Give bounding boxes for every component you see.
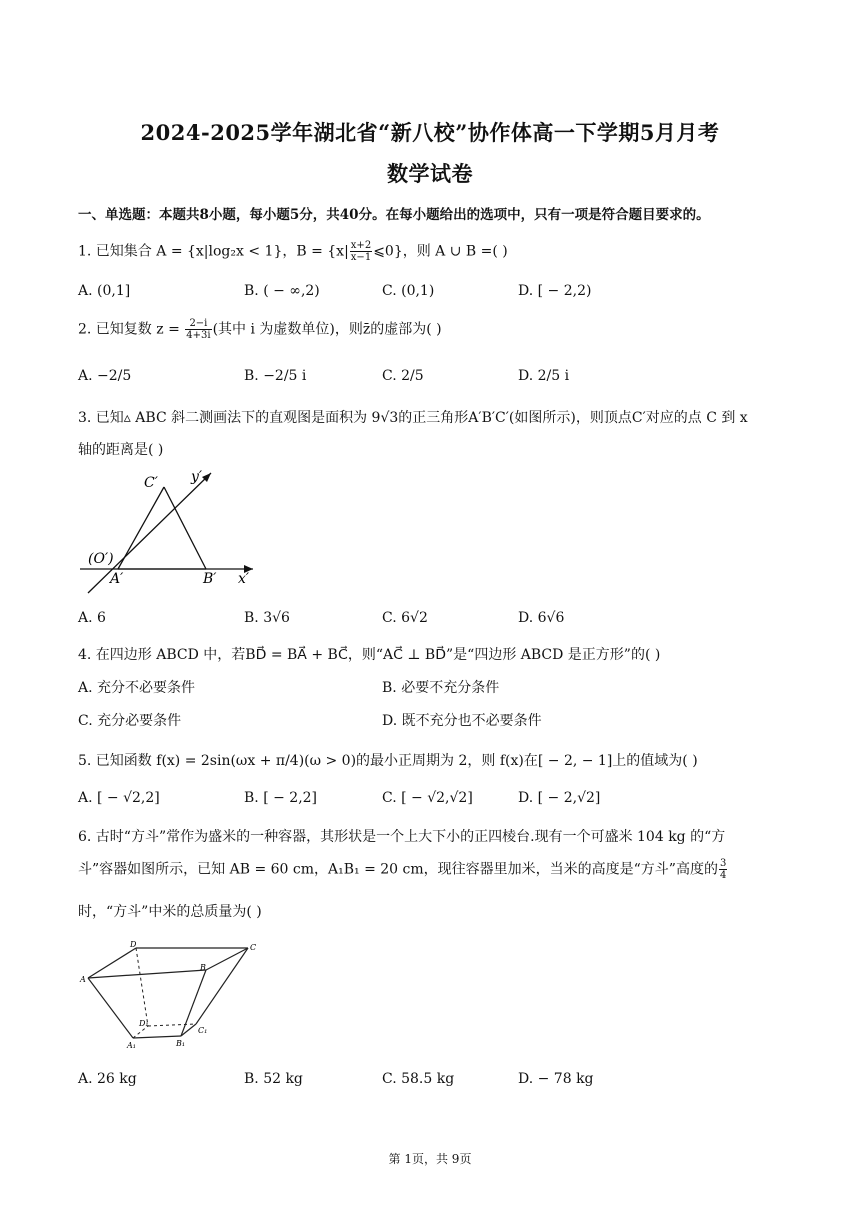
q6-label-b1: B₁ [176, 1039, 186, 1048]
q4-option-d: D. 既不充分也不必要条件 [382, 713, 542, 729]
q2-option-a: A. −2/5 [78, 368, 132, 384]
q3-triangle-figure [78, 465, 263, 600]
question-1: 1. 已知集合 A = {x|log₂x < 1}，B = {x| $\frac{x+2}{x-1}$ ⩽0}，则 A ∪ B =( ) [78, 240, 508, 263]
page-footer: 第 1页，共 9页 [388, 1152, 472, 1166]
question-3-line-2: 轴的距离是( ) [78, 442, 164, 458]
q5-option-d: D. [ − 2,√2] [518, 790, 601, 806]
q6-label-d: D [130, 940, 137, 949]
q3-label-o: (O′) [88, 551, 114, 567]
q3-option-b: B. 3√6 [244, 610, 290, 626]
question-6-line-1: 6. 古时“方斗”常作为盛米的一种容器，其形状是一个上大下小的正四棱台.现有一个可盛米 104 kg 的“方 [78, 829, 726, 845]
q6-label-b: B [200, 963, 206, 972]
q3-option-a: A. 6 [78, 610, 106, 626]
q1-option-b: B. ( − ∞,2) [244, 283, 320, 299]
q3-label-y: y′ [191, 469, 203, 485]
q6-frustum-figure [78, 938, 268, 1053]
question-3-line-1: 3. 已知▵ ABC 斜二测画法下的直观图是面积为 9√3的正三角形A′B′C′(如图所示)，则顶点C′对应的点 C 到 x [78, 410, 748, 426]
q6-option-c: C. 58.5 kg [382, 1071, 455, 1087]
q2-option-b: B. −2/5 i [244, 368, 307, 384]
q2-option-d: D. 2/5 i [518, 368, 570, 384]
q6-fraction: $\frac{3}{4}$ [719, 858, 727, 881]
q3-label-x: x′ [238, 571, 250, 587]
q3-label-b: B′ [203, 571, 217, 587]
q4-option-b: B. 必要不充分条件 [382, 680, 500, 696]
q4-option-c: C. 充分必要条件 [78, 713, 182, 729]
q5-option-a: A. [ − √2,2] [78, 790, 160, 806]
q2-fraction: $\frac{2-i}{4+3i}$ [186, 318, 211, 341]
q6-label-c: C [250, 943, 257, 952]
section-heading: 一、单选题：本题共8小题，每小题5分，共40分。在每小题给出的选项中，只有一项是符合题目要求的。 [78, 207, 710, 223]
exam-subtitle: 数学试卷 [387, 161, 473, 186]
question-4: 4. 在四边形 ABCD 中，若BD⃗ = BA⃗ + BC⃗，则“AC⃗ ⊥ BD⃗”是“四边形 ABCD 是正方形”的( ) [78, 647, 661, 663]
q6-option-a: A. 26 kg [78, 1071, 137, 1087]
q6-option-b: B. 52 kg [244, 1071, 303, 1087]
question-5: 5. 已知函数 f(x) = 2sin(ωx + π/4)(ω > 0)的最小正周期为 2，则 f(x)在[ − 2, − 1]上的值域为( ) [78, 753, 698, 769]
q3-label-c: C′ [144, 475, 158, 491]
q2-option-c: C. 2/5 [382, 368, 424, 384]
q3-option-d: D. 6√6 [518, 610, 565, 626]
q1-option-a: A. (0,1] [78, 283, 131, 299]
q6-label-c1: C₁ [198, 1026, 208, 1035]
q1-option-c: C. (0,1) [382, 283, 435, 299]
q5-option-c: C. [ − √2,√2] [382, 790, 473, 806]
q1-fraction: $\frac{x+2}{x-1}$ [350, 240, 372, 263]
q6-label-a1: A₁ [127, 1041, 136, 1050]
question-6-line-3: 时，“方斗”中米的总质量为( ) [78, 904, 262, 920]
q6-label-a: A [80, 975, 86, 984]
q1-option-d: D. [ − 2,2) [518, 283, 592, 299]
q3-label-a: A′ [110, 571, 124, 587]
q6-option-d: D. − 78 kg [518, 1071, 594, 1087]
q5-option-b: B. [ − 2,2] [244, 790, 318, 806]
exam-title: 2024-2025学年湖北省“新八校”协作体高一下学期5月月考 [140, 120, 720, 145]
question-6-line-2: 斗”容器如图所示，已知 AB = 60 cm，A₁B₁ = 20 cm，现往容器里加米，当米的高度是“方斗”高度的 $\frac{3}{4}$ [78, 858, 727, 881]
q3-option-c: C. 6√2 [382, 610, 428, 626]
q6-label-d1: D₁ [139, 1019, 149, 1028]
question-2: 2. 已知复数 z = $\frac{2-i}{4+3i}$ (其中 i 为虚数单位)，则z̄的虚部为( ) [78, 318, 442, 341]
q4-option-a: A. 充分不必要条件 [78, 680, 196, 696]
